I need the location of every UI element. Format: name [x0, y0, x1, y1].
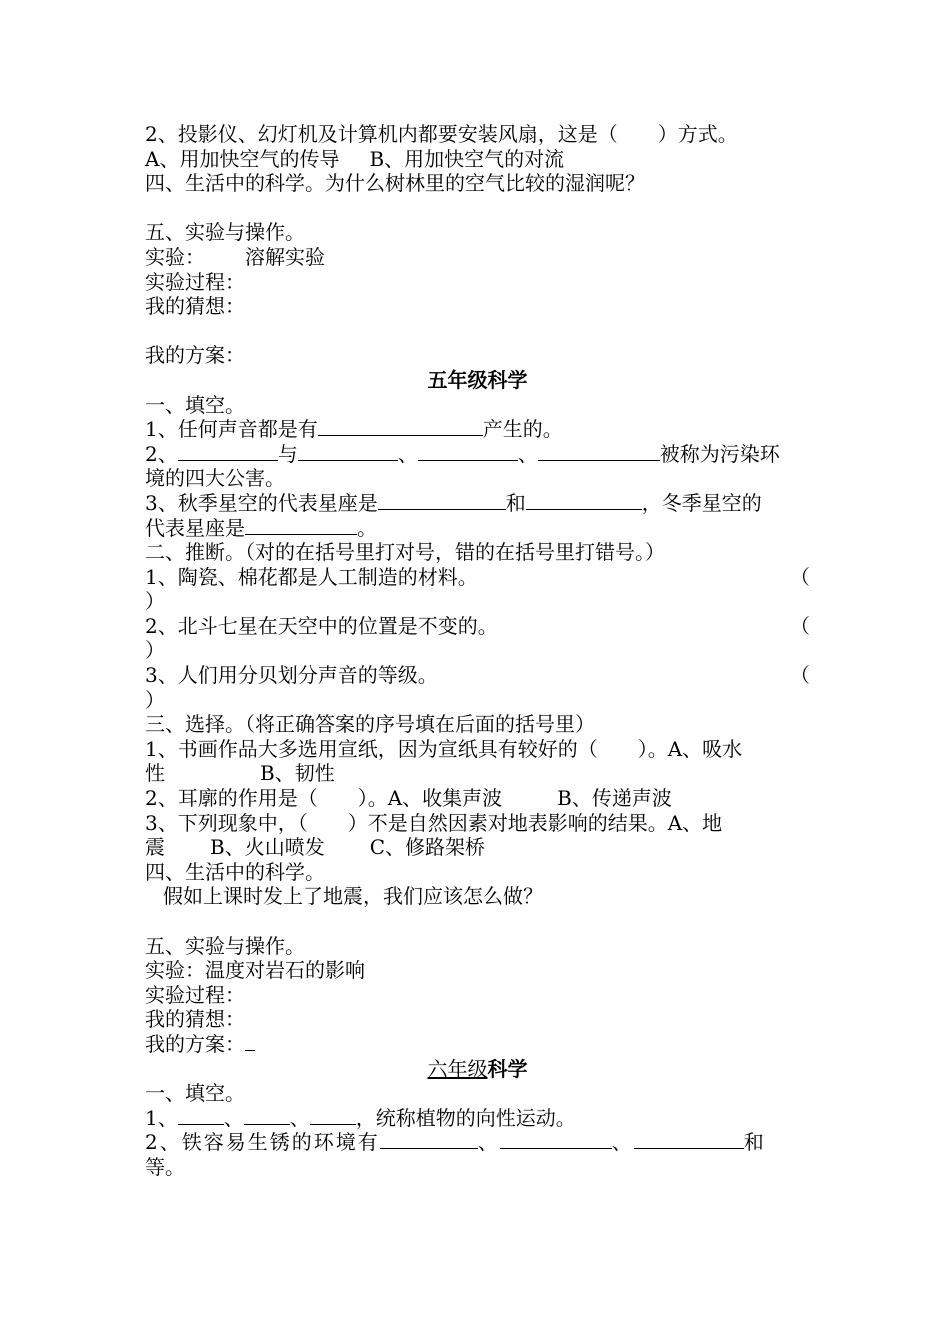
my-plan-a: 我的方案：: [145, 343, 245, 368]
fan-options: A、用加快空气的传导 B、用加快空气的对流: [145, 146, 565, 171]
grade5-title: 五年级科学: [427, 367, 528, 392]
document-body: [145, 122, 810, 1180]
choice-question-3-cont: 震 B、火山喷发 C、修路架桥: [145, 835, 486, 860]
fill-heading-6: 一、填空。: [145, 1081, 245, 1106]
fill-heading-5: 一、填空。: [145, 392, 245, 417]
rust-question-cont: 等。: [145, 1154, 185, 1179]
rust-question: 2、铁容易生锈的环境有 、 、 和: [145, 1130, 766, 1155]
tropism-question: 1、 、 、 ，统称植物的向性运动。: [145, 1105, 576, 1130]
fill-question-3: 3、秋季星空的代表星座是 和 ，冬季星空的: [145, 490, 762, 515]
answer-blank[interactable]: [526, 491, 642, 510]
life-science-heading: 四、生活中的科学。: [145, 859, 325, 884]
fill-question-3-cont: 代表星座是 。: [145, 515, 377, 540]
choice-question-3: 3、下列现象中，（ ）不是自然因素对地表影响的结果。A、地: [145, 810, 723, 835]
answer-blank[interactable]: [298, 442, 398, 461]
judge-question-3: 3、人们用分贝划分声音的等级。 （: [145, 663, 810, 688]
experiment-label-a: 实验： 溶解实验: [145, 244, 325, 269]
experiment-label-b: 实验：温度对岩石的影响: [145, 958, 365, 983]
answer-paren-open[interactable]: （: [790, 564, 810, 589]
section-4-heading-a: 四、生活中的科学。为什么树林里的空气比较的湿润呢？: [145, 171, 645, 196]
my-plan-b: 我的方案：: [145, 1032, 810, 1057]
answer-paren-open[interactable]: （: [790, 613, 810, 638]
grade6-title: 六年级科学: [427, 1056, 528, 1081]
my-guess-b: 我的猜想：: [145, 1007, 245, 1032]
choice-heading: 三、选择。（将正确答案的序号填在后面的括号里）: [145, 712, 595, 737]
answer-blank[interactable]: [178, 1106, 224, 1125]
answer-blank[interactable]: [418, 442, 518, 461]
judge-paren-close: ）: [145, 589, 165, 614]
answer-blank[interactable]: [380, 1130, 478, 1149]
question-fan-purpose: 2、投影仪、幻灯机及计算机内都要安装风扇，这是（ ）方式。: [145, 122, 738, 146]
experiment-process-b: 实验过程：: [145, 982, 245, 1007]
answer-blank[interactable]: [500, 1130, 612, 1149]
judge-paren-close: ）: [145, 638, 165, 663]
answer-paren-open[interactable]: （: [790, 663, 810, 688]
section-5-heading-a: 五、实验与操作。: [145, 220, 305, 245]
experiment-process-a: 实验过程：: [145, 269, 245, 294]
answer-blank[interactable]: [245, 516, 357, 535]
judge-question-1: 1、陶瓷、棉花都是人工制造的材料。 （: [145, 564, 810, 589]
answer-blank[interactable]: [378, 491, 506, 510]
fill-question-2-cont: 境的四大公害。: [145, 466, 285, 491]
choice-question-1-cont: 性 B、韧性: [145, 761, 335, 786]
answer-blank[interactable]: [178, 442, 278, 461]
answer-blank[interactable]: [318, 417, 483, 436]
choice-question-2: 2、耳廓的作用是（ ）。A、收集声波 B、传递声波: [145, 786, 672, 811]
answer-blank[interactable]: [245, 1032, 255, 1051]
answer-blank[interactable]: [310, 1106, 356, 1125]
answer-blank[interactable]: [634, 1130, 744, 1149]
choice-question-1: 1、书画作品大多选用宣纸，因为宣纸具有较好的（ ）。A、吸水: [145, 736, 743, 761]
judge-heading: 二、推断。（对的在括号里打对号，错的在括号里打错号。）: [145, 540, 665, 565]
fill-question-1: 1、任何声音都是有 产生的。: [145, 417, 563, 442]
answer-blank[interactable]: [538, 442, 660, 461]
answer-blank[interactable]: [244, 1106, 290, 1125]
judge-question-2: 2、北斗七星在天空中的位置是不变的。 （: [145, 613, 810, 638]
judge-paren-close: ）: [145, 687, 165, 712]
fill-question-2: 2、 与 、 、 被称为污染环: [145, 441, 780, 466]
experiment-heading-b: 五、实验与操作。: [145, 933, 305, 958]
life-science-question: 假如上课时发上了地震，我们应该怎么做？: [163, 884, 543, 909]
my-guess-a: 我的猜想：: [145, 294, 245, 319]
